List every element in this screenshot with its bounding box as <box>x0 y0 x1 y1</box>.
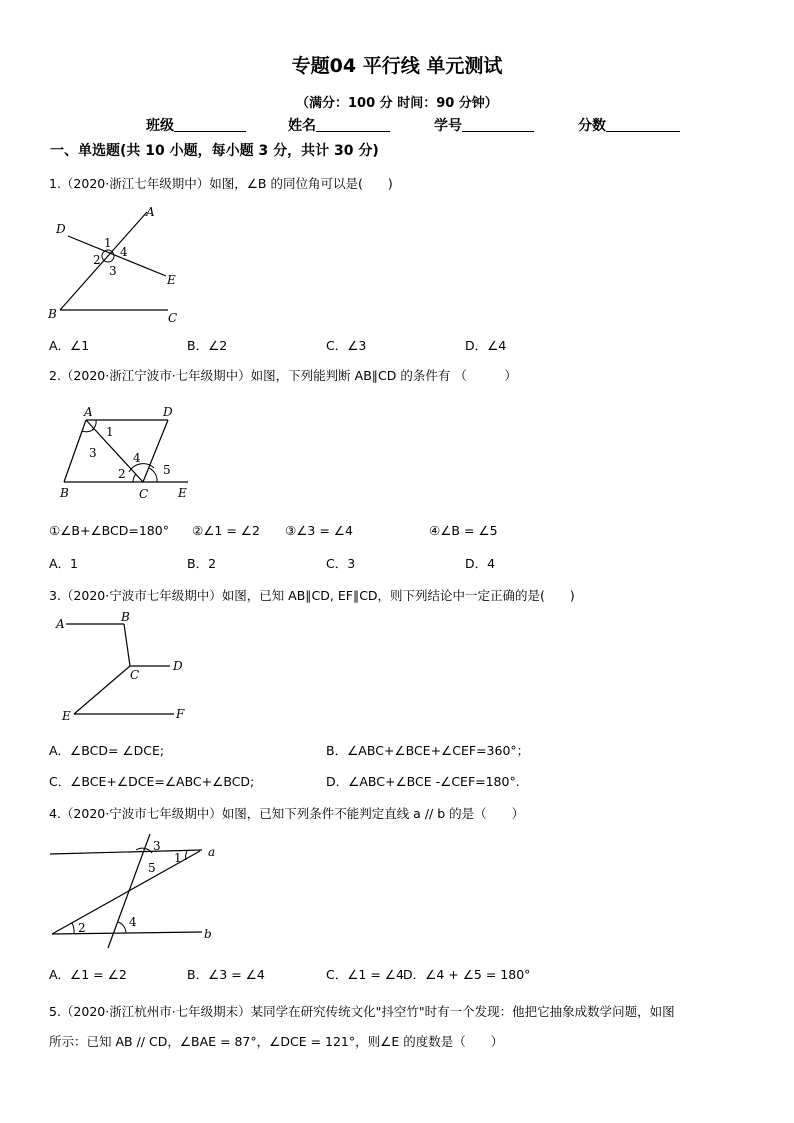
q2-condition-2: ②∠1 = ∠2 <box>192 523 260 538</box>
score-blank[interactable] <box>606 117 680 132</box>
student-id-field: 学号 <box>434 115 534 135</box>
q1-option-c[interactable]: C．∠3 <box>326 338 367 353</box>
page-title: 专题04 平行线 单元测试 <box>291 55 503 77</box>
angle-arc-2 <box>133 474 136 482</box>
exam-subtitle: （满分：100 分 时间：90 分钟） <box>296 96 498 111</box>
question-5-stem-line-1: 5.（2020·浙江杭州市·七年级期末）某同学在研究传统文化"抖空竹"时有一个发现：他把它抽象成数学问题，如图 <box>49 1004 675 1019</box>
label-f: F <box>176 707 185 721</box>
label-2: 2 <box>118 467 126 481</box>
angle-arc-1 <box>92 420 96 430</box>
name-blank[interactable] <box>316 117 390 132</box>
label-1: 1 <box>106 425 114 439</box>
label-a: A <box>84 405 93 419</box>
label-b: B <box>48 307 57 321</box>
q3-option-b[interactable]: B．∠ABC+∠BCE+∠CEF=360°； <box>326 743 530 758</box>
label-4: 4 <box>129 915 137 929</box>
q2-condition-3: ③∠3 = ∠4 <box>285 523 353 538</box>
label-3: 3 <box>153 839 161 853</box>
score-field: 分数 <box>578 115 680 135</box>
line-de <box>68 236 166 276</box>
question-2-stem: 2.（2020·浙江宁波市·七年级期中）如图，下列能判断 AB∥CD 的条件有 （ ） <box>49 368 517 383</box>
label-3: 3 <box>109 264 117 278</box>
label-2: 2 <box>78 921 86 935</box>
class-field: 班级 <box>146 115 246 135</box>
angle-arc-5 <box>149 468 157 482</box>
q4-option-c[interactable]: C．∠1 = ∠4 <box>326 967 404 982</box>
q1-option-b[interactable]: B．∠2 <box>187 338 228 353</box>
label-b: b <box>204 927 212 941</box>
q1-option-a[interactable]: A．∠1 <box>49 338 90 353</box>
label-1: 1 <box>104 236 112 250</box>
question-1-stem: 1.（2020·浙江七年级期中）如图，∠B 的同位角可以是( ) <box>49 176 393 191</box>
question-5-stem-line-2: 所示：已知 AB // CD，∠BAE = 87°，∠DCE = 121°，则∠E 的度数是（ ） <box>49 1034 504 1049</box>
q2-option-c[interactable]: C．3 <box>326 556 356 571</box>
q1-option-d[interactable]: D．∠4 <box>465 338 507 353</box>
q2-option-a[interactable]: A．1 <box>49 556 79 571</box>
label-a: A <box>146 205 155 219</box>
label-2: 2 <box>93 253 101 267</box>
question-4-stem: 4.（2020·宁波市七年级期中）如图，已知下列条件不能判定直线 a // b 的是（ ） <box>49 806 525 821</box>
label-5: 5 <box>163 463 171 477</box>
label-c: C <box>130 668 140 682</box>
label-d: D <box>163 405 173 419</box>
line-ce <box>74 666 130 714</box>
line-ba <box>60 212 147 310</box>
angle-arc-2 <box>72 923 74 934</box>
question-2-figure <box>56 402 196 502</box>
q2-option-b[interactable]: B．2 <box>187 556 217 571</box>
q2-condition-1: ①∠B+∠BCD=180° <box>49 523 169 538</box>
student-id-blank[interactable] <box>462 117 534 132</box>
q3-option-a[interactable]: A．∠BCD= ∠DCE; <box>49 743 165 758</box>
label-e: E <box>62 709 71 723</box>
label-c: C <box>168 311 178 325</box>
label-b: B <box>121 610 130 624</box>
label-e: E <box>178 486 187 500</box>
q3-option-d[interactable]: D．∠ABC+∠BCE -∠CEF=180°. <box>326 774 520 789</box>
name-field: 姓名 <box>288 115 390 135</box>
label-a: a <box>208 845 216 859</box>
label-1: 1 <box>174 851 182 865</box>
q2-option-d[interactable]: D．4 <box>465 556 496 571</box>
q2-condition-4: ④∠B = ∠5 <box>429 523 498 538</box>
question-3-stem: 3.（2020·宁波市七年级期中）如图，已知 AB∥CD, EF∥CD，则下列结论中一定正确的是( ) <box>49 588 575 603</box>
label-c: C <box>139 487 149 501</box>
label-5: 5 <box>148 861 156 875</box>
class-blank[interactable] <box>174 117 246 132</box>
line-ab <box>64 420 86 482</box>
q3-option-c[interactable]: C．∠BCE+∠DCE=∠ABC+∠BCD; <box>49 774 255 789</box>
q4-option-a[interactable]: A．∠1 = ∠2 <box>49 967 127 982</box>
label-d: D <box>173 659 183 673</box>
angle-arc-4 <box>118 922 126 933</box>
line-bc <box>124 624 130 666</box>
question-3-figure <box>52 610 202 728</box>
label-e: E <box>167 273 176 287</box>
label-4: 4 <box>120 245 128 259</box>
section-heading: 一、单选题(共 10 小题，每小题 3 分，共计 30 分) <box>50 143 379 159</box>
label-a: A <box>56 617 65 631</box>
label-d: D <box>56 222 66 236</box>
q4-option-b[interactable]: B．∠3 = ∠4 <box>187 967 265 982</box>
label-3: 3 <box>89 446 97 460</box>
question-4-figure <box>46 830 226 952</box>
label-4: 4 <box>133 451 141 465</box>
label-b: B <box>60 486 69 500</box>
question-1-figure <box>48 200 188 325</box>
q4-option-d[interactable]: D．∠4 + ∠5 = 180° <box>403 967 531 982</box>
